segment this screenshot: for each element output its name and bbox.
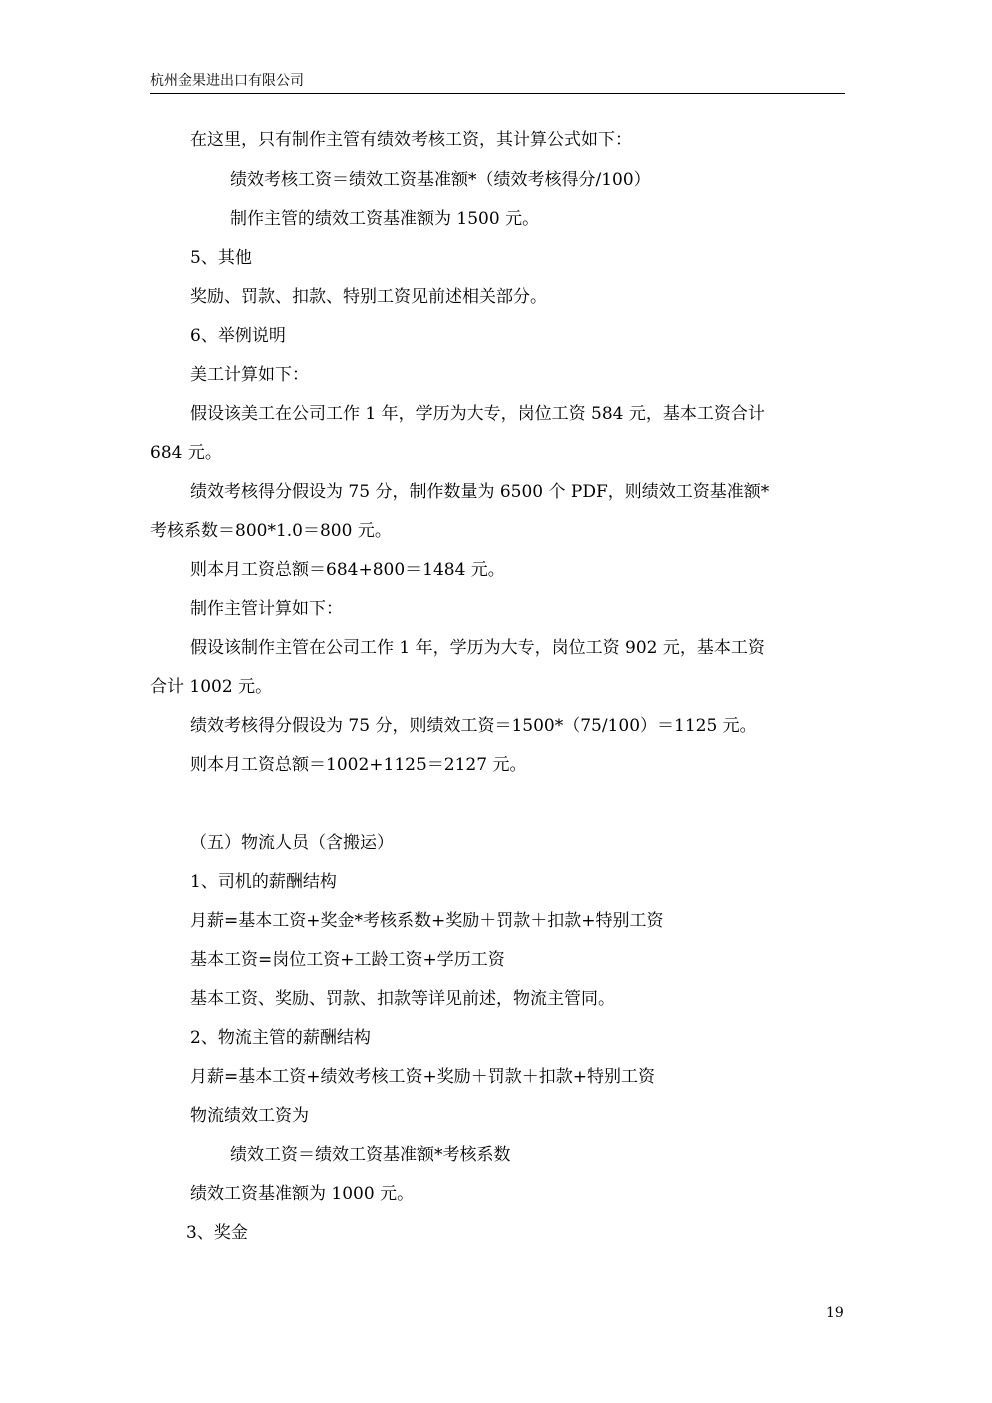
section-heading: （五）物流人员（含搬运） — [190, 833, 394, 853]
text-line: 则本月工资总额＝684+800＝1484 元。 — [190, 560, 505, 580]
text-line: 绩效工资基准额为 1000 元。 — [190, 1184, 415, 1204]
section-heading: 2、物流主管的薪酬结构 — [190, 1028, 371, 1048]
text-line: 物流绩效工资为 — [190, 1106, 309, 1126]
text-line: 美工计算如下： — [190, 365, 309, 385]
text-line: 则本月工资总额＝1002+1125＝2127 元。 — [190, 755, 527, 775]
text-line: 在这里，只有制作主管有绩效考核工资，其计算公式如下： — [190, 130, 632, 150]
text-line: 合计 1002 元。 — [150, 677, 273, 697]
text-line: 684 元。 — [150, 443, 222, 463]
formula-line: 绩效考核工资＝绩效工资基准额*（绩效考核得分/100） — [230, 170, 651, 190]
formula-line: 基本工资=岗位工资+工龄工资+学历工资 — [190, 950, 505, 970]
text-line: 制作主管的绩效工资基准额为 1500 元。 — [230, 209, 540, 229]
text-line: 基本工资、奖励、罚款、扣款等详见前述，物流主管同。 — [190, 989, 615, 1009]
text-line: 绩效考核得分假设为 75 分，则绩效工资＝1500*（75/100）＝1125 元。 — [190, 716, 757, 736]
section-heading: 6、举例说明 — [190, 326, 286, 346]
formula-line: 月薪=基本工资+奖金*考核系数+奖励＋罚款＋扣款+特别工资 — [190, 911, 664, 931]
section-heading: 3、奖金 — [186, 1223, 248, 1243]
formula-line: 绩效工资＝绩效工资基准额*考核系数 — [230, 1145, 511, 1165]
header-rule — [150, 93, 845, 94]
text-line: 考核系数＝800*1.0＝800 元。 — [150, 521, 392, 541]
text-line: 奖励、罚款、扣款、特别工资见前述相关部分。 — [190, 287, 547, 307]
section-heading: 1、司机的薪酬结构 — [190, 872, 337, 892]
text-line: 制作主管计算如下： — [190, 599, 343, 619]
section-heading: 5、其他 — [190, 248, 252, 268]
formula-line: 月薪=基本工资+绩效考核工资+奖励＋罚款＋扣款+特别工资 — [190, 1067, 655, 1087]
text-line: 假设该美工在公司工作 1 年，学历为大专，岗位工资 584 元，基本工资合计 — [190, 404, 765, 424]
company-name: 杭州金果进出口有限公司 — [150, 73, 304, 89]
page-number: 19 — [826, 1305, 844, 1321]
text-line: 绩效考核得分假设为 75 分，制作数量为 6500 个 PDF，则绩效工资基准额* — [190, 482, 770, 502]
text-line: 假设该制作主管在公司工作 1 年，学历为大专，岗位工资 902 元，基本工资 — [190, 638, 765, 658]
